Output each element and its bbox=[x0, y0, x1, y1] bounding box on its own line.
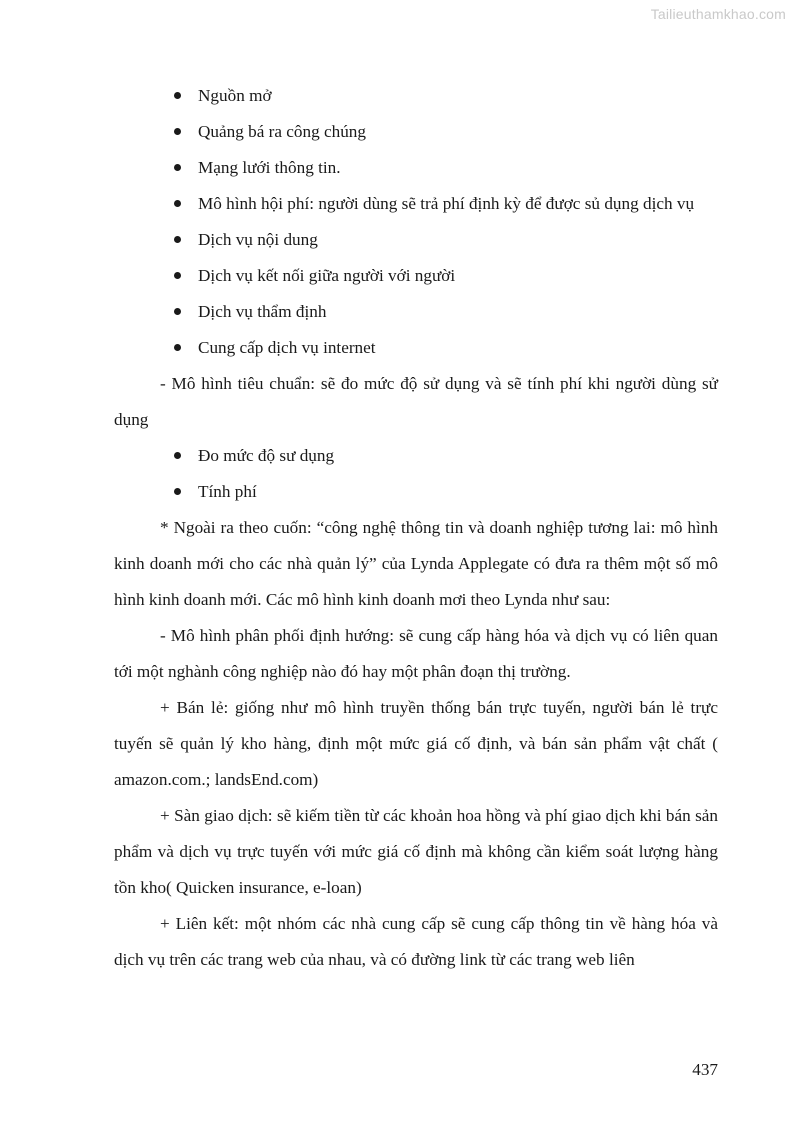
watermark: Tailieuthamkhao.com bbox=[650, 6, 786, 22]
bullet-list-revenue-models bbox=[114, 78, 718, 366]
list-item: Cung cấp dịch vụ internet bbox=[114, 330, 718, 366]
page-number: 437 bbox=[692, 1060, 718, 1079]
list-item: Mạng lưới thông tin. bbox=[114, 150, 718, 186]
paragraph-exchange: + Sàn giao dịch: sẽ kiếm tiền từ các khoản hoa hồng và phí giao dịch khi bán sản phẩm và dịch vụ trực tuyến với mức giá cố định mà không cần kiểm soát lượng hàng tồn kho( Quicken insurance, e-loan) bbox=[114, 806, 718, 897]
paragraph-standard-model: - Mô hình tiêu chuẩn: sẽ đo mức độ sử dụng và sẽ tính phí khi người dùng sử dụng bbox=[114, 374, 718, 429]
paragraph-retail: + Bán lẻ: giống như mô hình truyền thống bán trực tuyến, người bán lẻ trực tuyến sẽ quản lý kho hàng, định một mức giá cố định, và bán sản phẩm vật chất ( amazon.com.; landsEnd.com) bbox=[114, 698, 718, 789]
paragraph-lynda-applegate: * Ngoài ra theo cuốn: “công nghệ thông tin và doanh nghiệp tương lai: mô hình kinh doanh mới cho các nhà quản lý” của Lynda Applegate có đưa ra thêm một số mô hình kinh doanh mới. Các mô hình kinh doanh mơi theo Lynda như sau: bbox=[114, 518, 718, 609]
list-item: Dịch vụ nội dung bbox=[114, 222, 718, 258]
list-item: Nguồn mở bbox=[114, 78, 718, 114]
list-item: Mô hình hội phí: người dùng sẽ trả phí định kỳ để được sủ dụng dịch vụ bbox=[114, 186, 718, 222]
bullet-list-standard-model bbox=[114, 438, 718, 510]
list-item: Dịch vụ kết nối giữa người với người bbox=[114, 258, 718, 294]
list-item: Tính phí bbox=[114, 474, 718, 510]
list-item: Dịch vụ thẩm định bbox=[114, 294, 718, 330]
paragraph-distribution-model: - Mô hình phân phối định hướng: sẽ cung cấp hàng hóa và dịch vụ có liên quan tới một nghành công nghiệp nào đó hay một phân đoạn thị trường. bbox=[114, 626, 718, 681]
page-content bbox=[114, 78, 718, 978]
paragraph-affiliate: + Liên kết: một nhóm các nhà cung cấp sẽ cung cấp thông tin về hàng hóa và dịch vụ trên các trang web của nhau, và có đường link từ các trang web liên bbox=[114, 914, 718, 969]
list-item: Đo mức độ sư dụng bbox=[114, 438, 718, 474]
list-item: Quảng bá ra công chúng bbox=[114, 114, 718, 150]
